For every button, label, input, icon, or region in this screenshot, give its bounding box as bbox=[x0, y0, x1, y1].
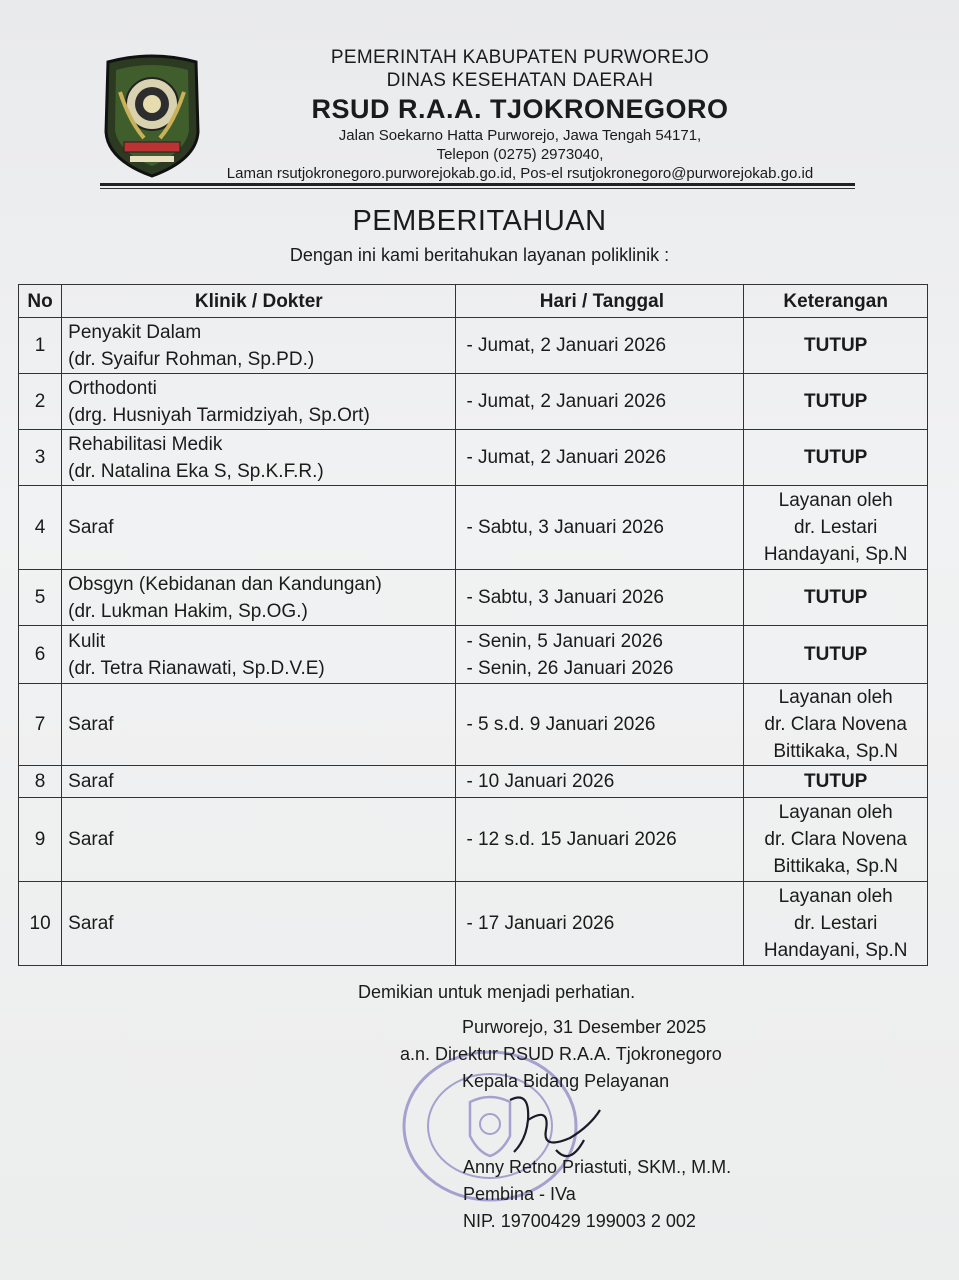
row-note bbox=[744, 882, 928, 966]
date-line: - 12 s.d. 15 Januari 2026 bbox=[466, 829, 677, 850]
row-clinic bbox=[62, 766, 456, 798]
clinic-name: Saraf bbox=[68, 771, 114, 792]
table-row bbox=[19, 798, 928, 882]
row-clinic bbox=[62, 626, 456, 684]
closing-text: Demikian untuk menjadi perhatian. bbox=[358, 982, 636, 1002]
note-line: Bittikaka, Sp.N bbox=[773, 856, 898, 877]
note-line: dr. Lestari bbox=[793, 913, 878, 934]
clinic-name: Kulit bbox=[68, 630, 106, 652]
row-date bbox=[456, 570, 744, 626]
row-note bbox=[744, 798, 928, 882]
doctor-name: (dr. Syaifur Rohman, Sp.PD.) bbox=[68, 348, 315, 370]
row-clinic bbox=[62, 798, 456, 882]
note-line: dr. Clara Novena bbox=[764, 714, 907, 735]
table-row bbox=[19, 570, 928, 626]
letterhead bbox=[200, 46, 840, 183]
note-line: Layanan oleh bbox=[778, 490, 893, 511]
table-row bbox=[19, 318, 928, 374]
row-clinic bbox=[62, 684, 456, 766]
row-no: 3 bbox=[19, 430, 62, 486]
clinic-name: Obsgyn (Kebidanan dan Kandungan) bbox=[68, 573, 382, 595]
department-name: DINAS KESEHATAN DAERAH bbox=[386, 70, 654, 91]
address: Jalan Soekarno Hatta Purworejo, Jawa Tengah 54171, bbox=[338, 127, 702, 144]
row-no: 5 bbox=[19, 570, 62, 626]
date-line: - 5 s.d. 9 Januari 2026 bbox=[466, 714, 656, 735]
doctor-name: (dr. Lukman Hakim, Sp.OG.) bbox=[68, 600, 308, 622]
note-line: TUTUP bbox=[804, 644, 868, 665]
date-line: - Senin, 26 Januari 2026 bbox=[466, 657, 674, 679]
intro-text: Dengan ini kami beritahukan layanan poliklinik : bbox=[289, 245, 670, 265]
clinic-name: Saraf bbox=[68, 913, 114, 934]
date-line: - Jumat, 2 Januari 2026 bbox=[466, 447, 667, 468]
date-line: - Sabtu, 3 Januari 2026 bbox=[466, 587, 664, 608]
doctor-name: (dr. Natalina Eka S, Sp.K.F.R.) bbox=[68, 460, 324, 482]
row-clinic bbox=[62, 570, 456, 626]
note-line: TUTUP bbox=[804, 771, 868, 792]
row-date bbox=[456, 766, 744, 798]
clinic-name: Rehabilitasi Medik bbox=[68, 433, 223, 455]
header-date: Hari / Tanggal bbox=[456, 285, 744, 318]
government-name: PEMERINTAH KABUPATEN PURWOREJO bbox=[330, 47, 710, 68]
row-no: 4 bbox=[19, 486, 62, 570]
note-line: dr. Clara Novena bbox=[764, 829, 907, 850]
row-no: 7 bbox=[19, 684, 62, 766]
position: Kepala Bidang Pelayanan bbox=[462, 1071, 670, 1091]
header-no: No bbox=[19, 285, 62, 318]
table-row bbox=[19, 882, 928, 966]
row-date bbox=[456, 684, 744, 766]
table-row bbox=[19, 766, 928, 798]
date-line: - 10 Januari 2026 bbox=[466, 771, 615, 792]
signature-header bbox=[400, 1014, 722, 1095]
row-date bbox=[456, 430, 744, 486]
row-date bbox=[456, 486, 744, 570]
row-clinic bbox=[62, 882, 456, 966]
row-no: 8 bbox=[19, 766, 62, 798]
date-line: - Jumat, 2 Januari 2026 bbox=[466, 391, 667, 412]
on-behalf: a.n. Direktur RSUD R.A.A. Tjokronegoro bbox=[400, 1044, 722, 1064]
row-no: 6 bbox=[19, 626, 62, 684]
table-row bbox=[19, 486, 928, 570]
service-table bbox=[18, 284, 928, 966]
hospital-name: RSUD R.A.A. TJOKRONEGORO bbox=[311, 94, 729, 124]
signatory-block bbox=[463, 1154, 731, 1235]
note-line: TUTUP bbox=[804, 587, 868, 608]
row-date bbox=[456, 318, 744, 374]
date-line: - Senin, 5 Januari 2026 bbox=[466, 630, 663, 652]
table-row bbox=[19, 684, 928, 766]
phone: Telepon (0275) 2973040, bbox=[436, 146, 604, 163]
row-date bbox=[456, 798, 744, 882]
table-row bbox=[19, 430, 928, 486]
row-date bbox=[456, 882, 744, 966]
note-line: TUTUP bbox=[804, 391, 868, 412]
row-no: 9 bbox=[19, 798, 62, 882]
doctor-name: (drg. Husniyah Tarmidziyah, Sp.Ort) bbox=[68, 404, 370, 426]
signatory-rank: Pembina - IVa bbox=[463, 1184, 576, 1204]
table-row bbox=[19, 374, 928, 430]
row-note bbox=[744, 318, 928, 374]
row-clinic bbox=[62, 486, 456, 570]
note-line: TUTUP bbox=[804, 447, 868, 468]
letterhead-rule-thick bbox=[100, 183, 855, 186]
row-note bbox=[744, 486, 928, 570]
note-line: Handayani, Sp.N bbox=[763, 940, 908, 961]
clinic-name: Saraf bbox=[68, 829, 114, 850]
signatory-name: Anny Retno Priastuti, SKM., M.M. bbox=[463, 1157, 732, 1177]
doctor-name: (dr. Tetra Rianawati, Sp.D.V.E) bbox=[68, 657, 325, 679]
row-note bbox=[744, 766, 928, 798]
date-line: - Jumat, 2 Januari 2026 bbox=[466, 335, 667, 356]
row-no: 10 bbox=[19, 882, 62, 966]
table-row bbox=[19, 626, 928, 684]
regency-emblem-icon bbox=[100, 52, 204, 180]
signatory-nip: NIP. 19700429 199003 2 002 bbox=[463, 1211, 696, 1231]
clinic-name: Saraf bbox=[68, 714, 114, 735]
row-clinic bbox=[62, 430, 456, 486]
clinic-name: Orthodonti bbox=[68, 377, 157, 399]
letterhead-rule-thin bbox=[100, 188, 855, 189]
row-no: 1 bbox=[19, 318, 62, 374]
place-date: Purworejo, 31 Desember 2025 bbox=[462, 1017, 707, 1037]
note-line: Layanan oleh bbox=[778, 886, 893, 907]
header-note: Keterangan bbox=[744, 285, 928, 318]
note-line: TUTUP bbox=[804, 335, 868, 356]
date-line: - Sabtu, 3 Januari 2026 bbox=[466, 517, 664, 538]
row-clinic bbox=[62, 374, 456, 430]
row-note bbox=[744, 570, 928, 626]
header-clinic: Klinik / Dokter bbox=[62, 285, 456, 318]
clinic-name: Saraf bbox=[68, 517, 114, 538]
note-line: dr. Lestari bbox=[793, 517, 878, 538]
row-note bbox=[744, 430, 928, 486]
row-note bbox=[744, 374, 928, 430]
row-date bbox=[456, 626, 744, 684]
note-line: Layanan oleh bbox=[778, 687, 893, 708]
row-note bbox=[744, 684, 928, 766]
row-no: 2 bbox=[19, 374, 62, 430]
row-date bbox=[456, 374, 744, 430]
table-header-row bbox=[19, 285, 928, 318]
note-line: Handayani, Sp.N bbox=[763, 544, 908, 565]
web-email: Laman rsutjokronegoro.purworejokab.go.id, Pos-el rsutjokronegoro@purworejokab.go.id bbox=[226, 165, 814, 182]
clinic-name: Penyakit Dalam bbox=[68, 321, 202, 343]
note-line: Bittikaka, Sp.N bbox=[773, 741, 898, 762]
note-line: Layanan oleh bbox=[778, 802, 893, 823]
date-line: - 17 Januari 2026 bbox=[466, 913, 615, 934]
row-clinic bbox=[62, 318, 456, 374]
row-note bbox=[744, 626, 928, 684]
page-title: PEMBERITAHUAN bbox=[352, 205, 607, 237]
